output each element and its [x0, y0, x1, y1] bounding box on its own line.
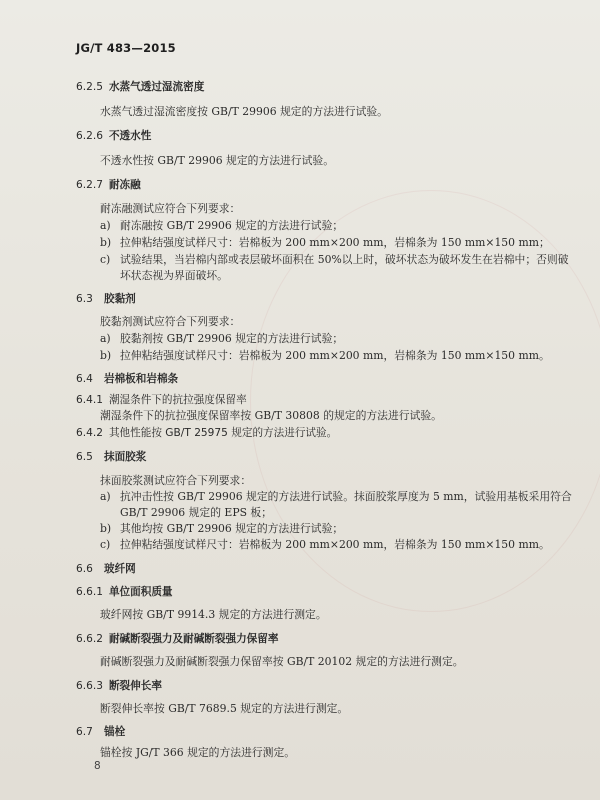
- page-number: 8: [94, 760, 101, 772]
- section-number: 6.2.5: [76, 81, 103, 93]
- list-text: 其他均按 GB/T 29906 规定的方法进行试验；: [120, 522, 344, 535]
- section-number: 6.4.1: [76, 394, 103, 406]
- list-item-6-3-b: [100, 348, 560, 364]
- list-item-6-3-a: [100, 331, 560, 347]
- heading-6-4: [76, 371, 560, 387]
- list-item-6-2-7-b: [100, 235, 560, 251]
- list-marker: c): [100, 538, 111, 551]
- heading-6-6-1: [76, 584, 560, 600]
- paragraph-6-7: 锚栓按 JG/T 366 规定的方法进行测定。: [100, 746, 296, 759]
- heading-6-6-3: [76, 678, 560, 694]
- section-title: 岩棉板和岩棉条: [104, 373, 179, 385]
- section-title: 抹面胶浆: [104, 451, 147, 463]
- heading-6-2-7: [76, 177, 560, 193]
- list-marker: b): [100, 236, 112, 249]
- list-text: 抗冲击性按 GB/T 29906 规定的方法进行试验。抹面胶浆厚度为 5 mm，试验用基板采用符合: [120, 490, 572, 503]
- list-item-6-5-c: [100, 537, 560, 553]
- list-item-6-2-7-c: [100, 252, 569, 268]
- paragraph-6-5-intro: 抹面胶浆测试应符合下列要求：: [100, 474, 252, 487]
- section-title: 玻纤网: [104, 563, 136, 575]
- list-item-6-2-7-a: [100, 218, 560, 234]
- section-number: 6.6.3: [76, 680, 103, 692]
- section-number: 6.4.2: [76, 427, 103, 439]
- section-number: 6.3: [76, 293, 93, 305]
- list-item-6-5-a-cont: GB/T 29906 规定的 EPS 板；: [120, 506, 272, 519]
- list-item-6-5-b: [100, 521, 560, 537]
- section-title: 不透水性: [108, 130, 152, 142]
- paragraph-6-4-1: 潮湿条件下的抗拉强度保留率按 GB/T 30808 的规定的方法进行试验。: [100, 409, 442, 422]
- section-number: 6.2.7: [76, 179, 103, 191]
- document-code: JG/T 483—2015: [76, 41, 176, 55]
- section-number: 6.6.2: [76, 633, 103, 645]
- section-title: 单位面积质量: [108, 586, 173, 598]
- section-number: 6.4: [76, 373, 93, 385]
- paragraph-6-6-2: 耐碱断裂强力及耐碱断裂强力保留率按 GB/T 20102 规定的方法进行测定。: [100, 655, 464, 668]
- section-number: 6.5: [76, 451, 93, 463]
- list-marker: c): [100, 253, 111, 266]
- list-marker: b): [100, 522, 112, 535]
- list-text: 拉伸粘结强度试样尺寸：岩棉板为 200 mm×200 mm，岩棉条为 150 mm×150 mm。: [120, 349, 550, 362]
- section-number: 6.2.6: [76, 130, 103, 142]
- heading-6-6-2: [76, 631, 560, 647]
- list-text: 试验结果，当岩棉内部或表层破坏面积在 50%以上时，破坏状态为破坏发生在岩棉中；否则破: [120, 253, 569, 266]
- section-title: 耐冻融: [108, 179, 141, 191]
- paragraph-6-2-5: 水蒸气透过湿流密度按 GB/T 29906 规定的方法进行试验。: [100, 105, 388, 118]
- section-title: 耐碱断裂强力及耐碱断裂强力保留率: [108, 633, 279, 645]
- list-item-6-2-7-c-cont: 坏状态视为界面破坏。: [120, 269, 228, 282]
- heading-6-3: [76, 291, 560, 307]
- heading-6-4-2: [76, 425, 560, 441]
- heading-6-4-1: [76, 392, 560, 408]
- section-title: 水蒸气透过湿流密度: [108, 81, 205, 93]
- list-marker: a): [100, 332, 111, 345]
- heading-6-6: [76, 561, 560, 577]
- paragraph-6-2-6: 不透水性按 GB/T 29906 规定的方法进行试验。: [100, 154, 334, 167]
- section-title: 胶黏剂: [104, 293, 136, 305]
- list-marker: a): [100, 219, 111, 232]
- section-number: 6.7: [76, 726, 93, 738]
- section-number: 6.6: [76, 563, 93, 575]
- list-text: 拉伸粘结强度试样尺寸：岩棉板为 200 mm×200 mm，岩棉条为 150 mm×150 mm。: [120, 538, 550, 551]
- paragraph-6-6-3: 断裂伸长率按 GB/T 7689.5 规定的方法进行测定。: [100, 702, 349, 715]
- list-text: 胶黏剂按 GB/T 29906 规定的方法进行试验；: [120, 332, 344, 345]
- heading-6-2-6: [76, 128, 560, 144]
- section-title: 锚栓: [104, 726, 126, 738]
- paragraph-6-3-intro: 胶黏剂测试应符合下列要求：: [100, 315, 241, 328]
- list-marker: b): [100, 349, 112, 362]
- section-title: 断裂伸长率: [108, 680, 162, 692]
- paragraph-6-2-7-intro: 耐冻融测试应符合下列要求：: [100, 202, 241, 215]
- section-number: 6.6.1: [76, 586, 103, 598]
- heading-6-2-5: [76, 79, 560, 95]
- list-text: 拉伸粘结强度试样尺寸：岩棉板为 200 mm×200 mm，岩棉条为 150 mm×150 mm；: [120, 236, 550, 249]
- paragraph-6-6-1: 玻纤网按 GB/T 9914.3 规定的方法进行测定。: [100, 608, 327, 621]
- list-text: 耐冻融按 GB/T 29906 规定的方法进行试验；: [120, 219, 344, 232]
- heading-6-5: [76, 449, 560, 465]
- list-item-6-5-a: [100, 489, 572, 505]
- section-title: 潮湿条件下的抗拉强度保留率: [108, 394, 247, 406]
- section-text: 其他性能按 GB/T 25975 规定的方法进行试验。: [108, 427, 338, 439]
- list-marker: a): [100, 490, 111, 503]
- heading-6-7: [76, 724, 560, 740]
